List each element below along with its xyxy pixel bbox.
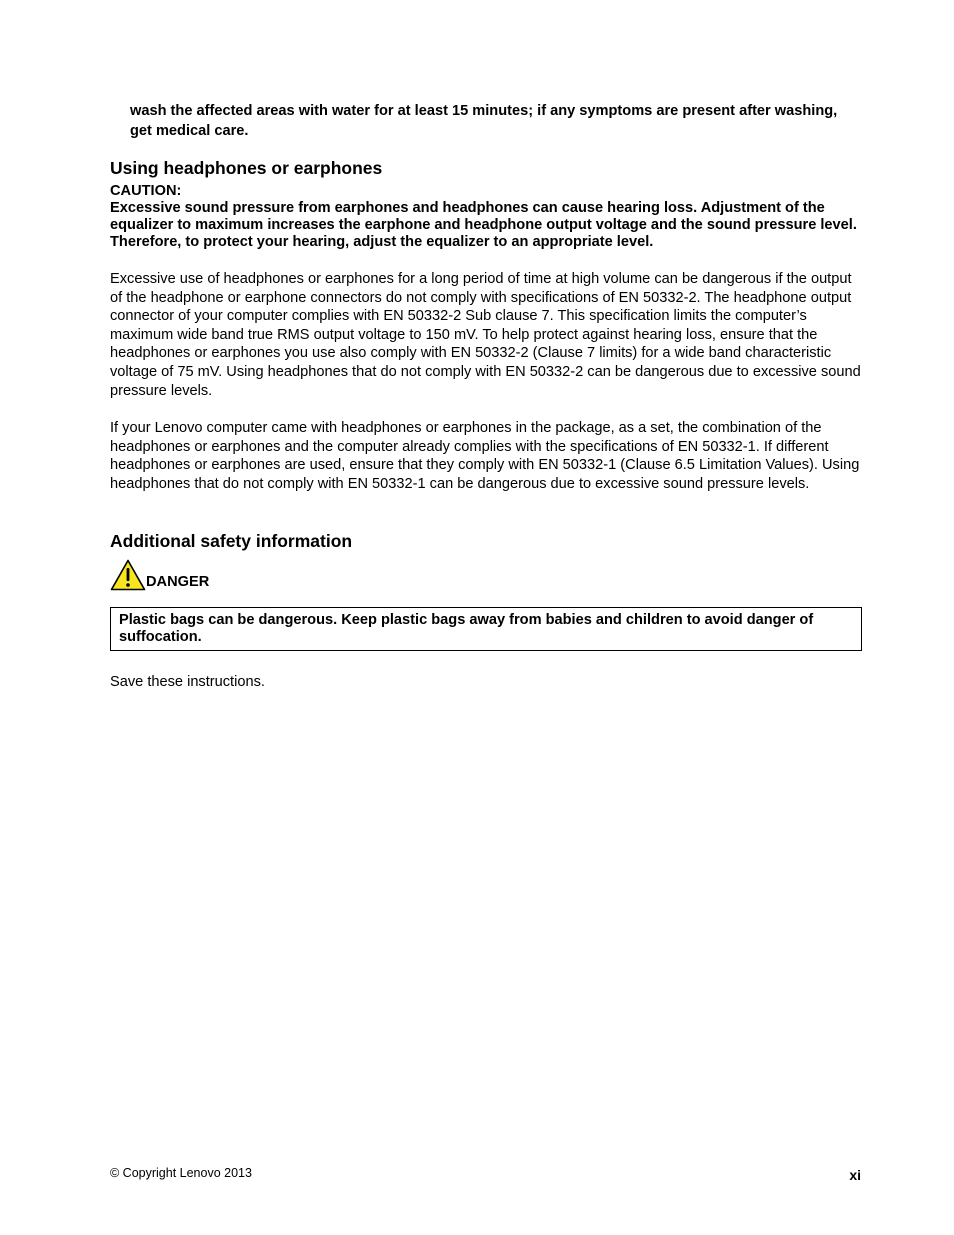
danger-label: DANGER bbox=[146, 574, 210, 590]
danger-notice-box bbox=[110, 607, 862, 651]
headphones-paragraph-2: If your Lenovo computer came with headphones or earphones in the package, as a set, the combination of the headphones or earphones and the computer already complies with the specifications of EN 50332-1. If different headphones or earphones are used, ensure that they comply with EN 50332-1 (Clause 6.5 Limitation Values). Using headphones that do not comply with EN 50332-1 can be dangerous due to excessive sound pressure levels. bbox=[110, 420, 860, 492]
headphones-paragraph-1: Excessive use of headphones or earphones for a long period of time at high volume can be dangerous if the output of the headphone or earphone connectors do not comply with specifications of EN 50332-2. The headphone output connector of your computer complies with EN 50332-2 Sub clause 7. This specification limits the computer’s maximum wide band true RMS output voltage to 150 mV. To help protect against hearing loss, ensure that the headphones or earphones you use also comply with EN 50332-2 (Clause 7 limits) for a wide band characteristic voltage of 75 mV. Using headphones that do not comply with EN 50332-2 can be dangerous due to excessive sound pressure levels. bbox=[110, 271, 861, 399]
section-heading-headphones: Using headphones or earphones bbox=[110, 158, 383, 178]
caution-text: Excessive sound pressure from earphones and headphones can cause hearing loss. Adjustment of the equalizer to maximum increases the earphone and headphone output voltage and the sound pressure level. Therefore, to protect your hearing, adjust the equalizer to an appropriate level. bbox=[110, 200, 857, 250]
caution-label: CAUTION: bbox=[110, 183, 182, 199]
footer-page-number: xi bbox=[849, 1167, 861, 1183]
section-heading-additional: Additional safety information bbox=[110, 531, 353, 551]
continuation-text: wash the affected areas with water for at least 15 minutes; if any symptoms are present after washing, get medical care. bbox=[130, 103, 838, 139]
closing-text: Save these instructions. bbox=[110, 674, 265, 690]
danger-text: Plastic bags can be dangerous. Keep plastic bags away from babies and children to avoid danger of suffocation. bbox=[119, 612, 814, 645]
danger-notice-header bbox=[110, 557, 209, 591]
warning-triangle-icon bbox=[110, 559, 146, 591]
footer-copyright: © Copyright Lenovo 2013 bbox=[110, 1166, 252, 1180]
